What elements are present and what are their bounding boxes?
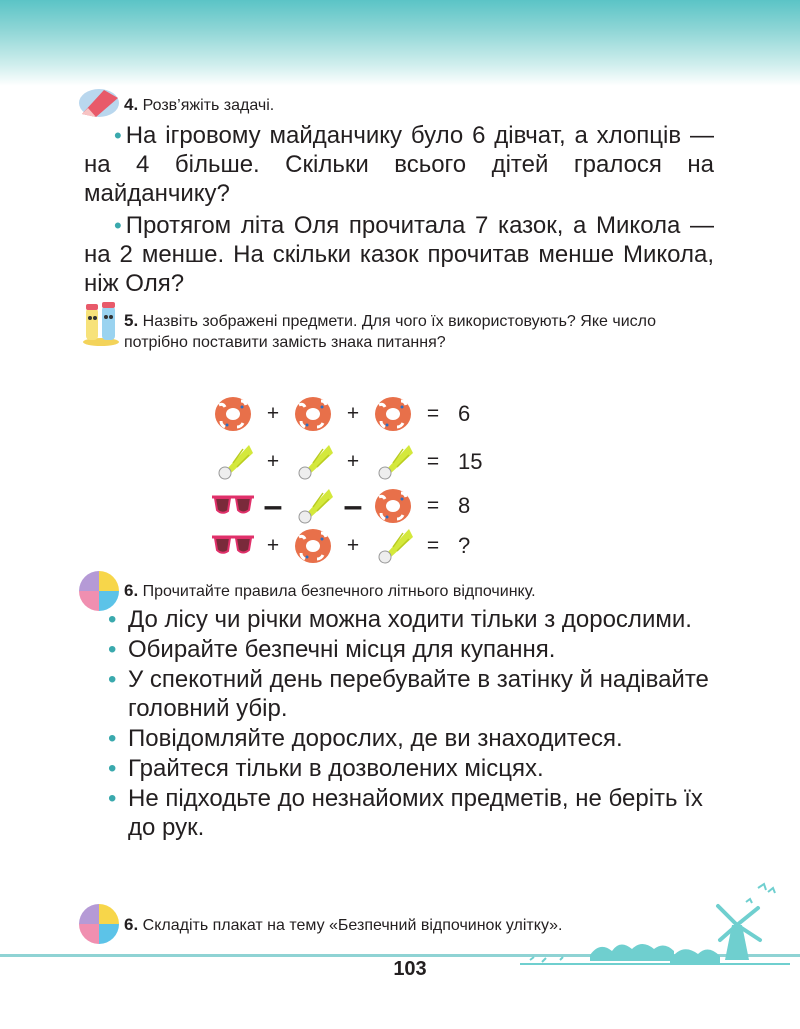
equation-result: 8 [458,493,471,518]
rule-item: • Не підходьте до незнайомих предметів, не беріть їх до рук. [108,784,718,842]
shuttlecock-icon [370,442,416,482]
exercise-6b-instruction: Складіть плакат на тему «Безпечний відпочинок улітку». [142,917,563,934]
problem-1-text: На ігровому майданчику було 6 дівчат, а хлопців — на 4 більше. Скільки всього дітей гралося на майданчику? [84,122,714,207]
color-wheel-icon [78,903,120,945]
equals-sign: = [426,402,440,425]
equals-sign: = [426,534,440,557]
safety-rules-list [108,605,718,843]
problem-2-text: Протягом літа Оля прочитала 7 казок, а Микола — на 2 менше. На скільки казок прочитав менше Микола, ніж Оля? [84,212,714,297]
swim-ring-icon [290,526,336,566]
plus-sign: + [266,534,280,557]
equals-sign: = [426,494,440,517]
equation-result: 6 [458,401,471,426]
windmill-landscape-icon [520,880,790,980]
rule-item: • Обирайте безпечні місця для купання. [108,635,718,664]
equation-row [210,526,470,566]
rule-item: • Повідомляйте дорослих, де ви знаходитеся. [108,724,718,753]
plus-sign: + [346,534,360,557]
shuttlecock-icon [210,442,256,482]
equation-row [210,486,470,526]
shuttlecock-icon [370,526,416,566]
rule-item: • У спекотний день перебувайте в затінку й надівайте головний убір. [108,665,718,723]
plus-sign: + [266,402,280,425]
minus-sign: – [343,486,363,525]
exercise-6a-number: 6. [124,581,139,600]
exercise-4-header [124,94,274,116]
header-band [0,0,800,86]
problem-2 [84,211,714,298]
plus-sign: + [346,450,360,473]
page-number: 103 [393,958,427,980]
equation-row [210,442,482,482]
exercise-5-header [124,310,714,353]
equals-sign: = [426,450,440,473]
equation-row [210,394,470,434]
bullet-icon: • [114,213,122,238]
swim-ring-icon [370,486,416,526]
shuttlecock-icon [290,486,336,526]
sunglasses-icon [210,526,256,566]
swim-ring-icon [290,394,336,434]
minus-sign: – [263,486,283,525]
equation-result: 15 [458,449,483,474]
exercise-6a-header [124,580,536,602]
plus-sign: + [346,402,360,425]
exercise-4-instruction: Розв’яжіть задачі. [142,97,275,114]
swim-ring-icon [210,394,256,434]
sunglasses-icon [210,486,256,526]
rule-item: • До лісу чи річки можна ходити тільки з дорослими. [108,605,718,634]
exercise-6b-header [124,914,562,936]
exercise-6a-instruction: Прочитайте правила безпечного літнього відпочинку. [142,583,536,600]
exercise-4-problems [84,121,714,298]
exercise-6b-number: 6. [124,915,139,934]
plus-sign: + [266,450,280,473]
exercise-5-instruction: Назвіть зображені предмети. Для чого їх використовують? Яке число потрібно поставити замість знака питання? [124,313,657,351]
shuttlecock-icon [290,442,336,482]
exercise-5-number: 5. [124,311,139,330]
equation-result: ? [458,533,471,558]
problem-1 [84,121,714,208]
pencil-characters-icon [80,302,122,348]
bullet-icon: • [114,123,122,148]
exercise-4-number: 4. [124,95,139,114]
pencil-eraser-icon [78,88,120,118]
swim-ring-icon [370,394,416,434]
rule-item: • Грайтеся тільки в дозволених місцях. [108,754,718,783]
